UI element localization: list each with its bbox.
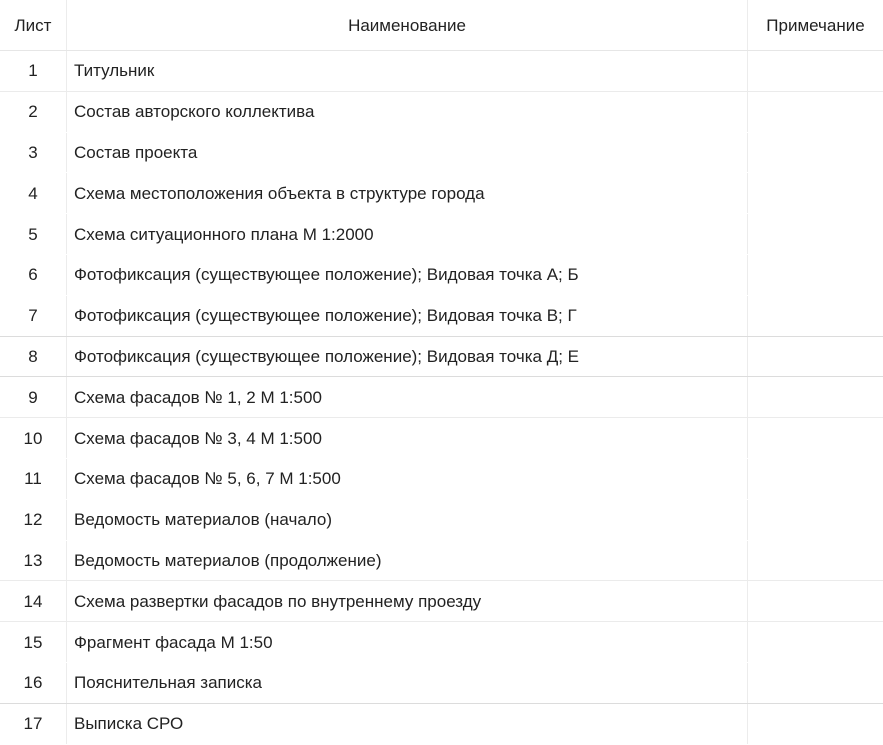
row-sheet-number: 5: [0, 214, 67, 254]
row-sheet-number: 8: [0, 337, 67, 377]
table-row: [0, 51, 883, 92]
row-name: Выписка СРО: [67, 704, 748, 744]
row-note: [748, 133, 883, 173]
table-row: [0, 663, 883, 704]
row-sheet-number: 6: [0, 255, 67, 295]
row-sheet-number: 4: [0, 173, 67, 213]
table-row: [0, 500, 883, 541]
header-sheet: Лист: [0, 0, 67, 50]
row-name: Фотофиксация (существующее положение); Видовая точка А; Б: [67, 255, 748, 295]
row-sheet-number: 13: [0, 541, 67, 581]
row-note: [748, 459, 883, 499]
row-sheet-number: 1: [0, 51, 67, 91]
table-header-row: [0, 0, 883, 51]
row-sheet-number: 14: [0, 581, 67, 621]
row-note: [748, 581, 883, 621]
row-note: [748, 377, 883, 417]
table-row: [0, 337, 883, 378]
row-note: [748, 541, 883, 581]
row-sheet-number: 17: [0, 704, 67, 744]
row-name: Фрагмент фасада М 1:50: [67, 622, 748, 662]
row-name: Схема местоположения объекта в структуре города: [67, 173, 748, 213]
row-name: Титульник: [67, 51, 748, 91]
header-name: Наименование: [67, 0, 748, 50]
row-note: [748, 500, 883, 540]
row-note: [748, 418, 883, 458]
table-row: [0, 459, 883, 500]
row-name: Схема фасадов № 3, 4 М 1:500: [67, 418, 748, 458]
row-note: [748, 663, 883, 703]
row-note: [748, 51, 883, 91]
table-row: [0, 255, 883, 296]
row-note: [748, 704, 883, 744]
row-note: [748, 92, 883, 132]
row-sheet-number: 2: [0, 92, 67, 132]
row-note: [748, 622, 883, 662]
table-row: [0, 622, 883, 663]
row-name: Пояснительная записка: [67, 663, 748, 703]
table-row: [0, 541, 883, 582]
table-row: [0, 581, 883, 622]
table-row: [0, 214, 883, 255]
row-name: Состав проекта: [67, 133, 748, 173]
row-note: [748, 214, 883, 254]
table-row: [0, 377, 883, 418]
table-row: [0, 133, 883, 174]
row-name: Схема развертки фасадов по внутреннему проезду: [67, 581, 748, 621]
table-row: [0, 704, 883, 745]
row-name: Схема фасадов № 5, 6, 7 М 1:500: [67, 459, 748, 499]
table-row: [0, 173, 883, 214]
row-sheet-number: 9: [0, 377, 67, 417]
row-name: Схема фасадов № 1, 2 М 1:500: [67, 377, 748, 417]
row-name: Ведомость материалов (продолжение): [67, 541, 748, 581]
row-note: [748, 173, 883, 213]
row-name: Схема ситуационного плана М 1:2000: [67, 214, 748, 254]
row-sheet-number: 11: [0, 459, 67, 499]
table-row: [0, 418, 883, 459]
row-sheet-number: 10: [0, 418, 67, 458]
table-row: [0, 296, 883, 337]
row-note: [748, 255, 883, 295]
row-sheet-number: 12: [0, 500, 67, 540]
row-sheet-number: 16: [0, 663, 67, 703]
row-name: Ведомость материалов (начало): [67, 500, 748, 540]
table-row: [0, 92, 883, 133]
row-note: [748, 296, 883, 336]
row-sheet-number: 15: [0, 622, 67, 662]
header-note: Примечание: [766, 15, 865, 35]
row-name: Фотофиксация (существующее положение); Видовая точка В; Г: [67, 296, 748, 336]
row-name: Состав авторского коллектива: [67, 92, 748, 132]
row-sheet-number: 3: [0, 133, 67, 173]
row-sheet-number: 7: [0, 296, 67, 336]
row-note: [748, 337, 883, 377]
row-name: Фотофиксация (существующее положение); Видовая точка Д; Е: [67, 337, 748, 377]
